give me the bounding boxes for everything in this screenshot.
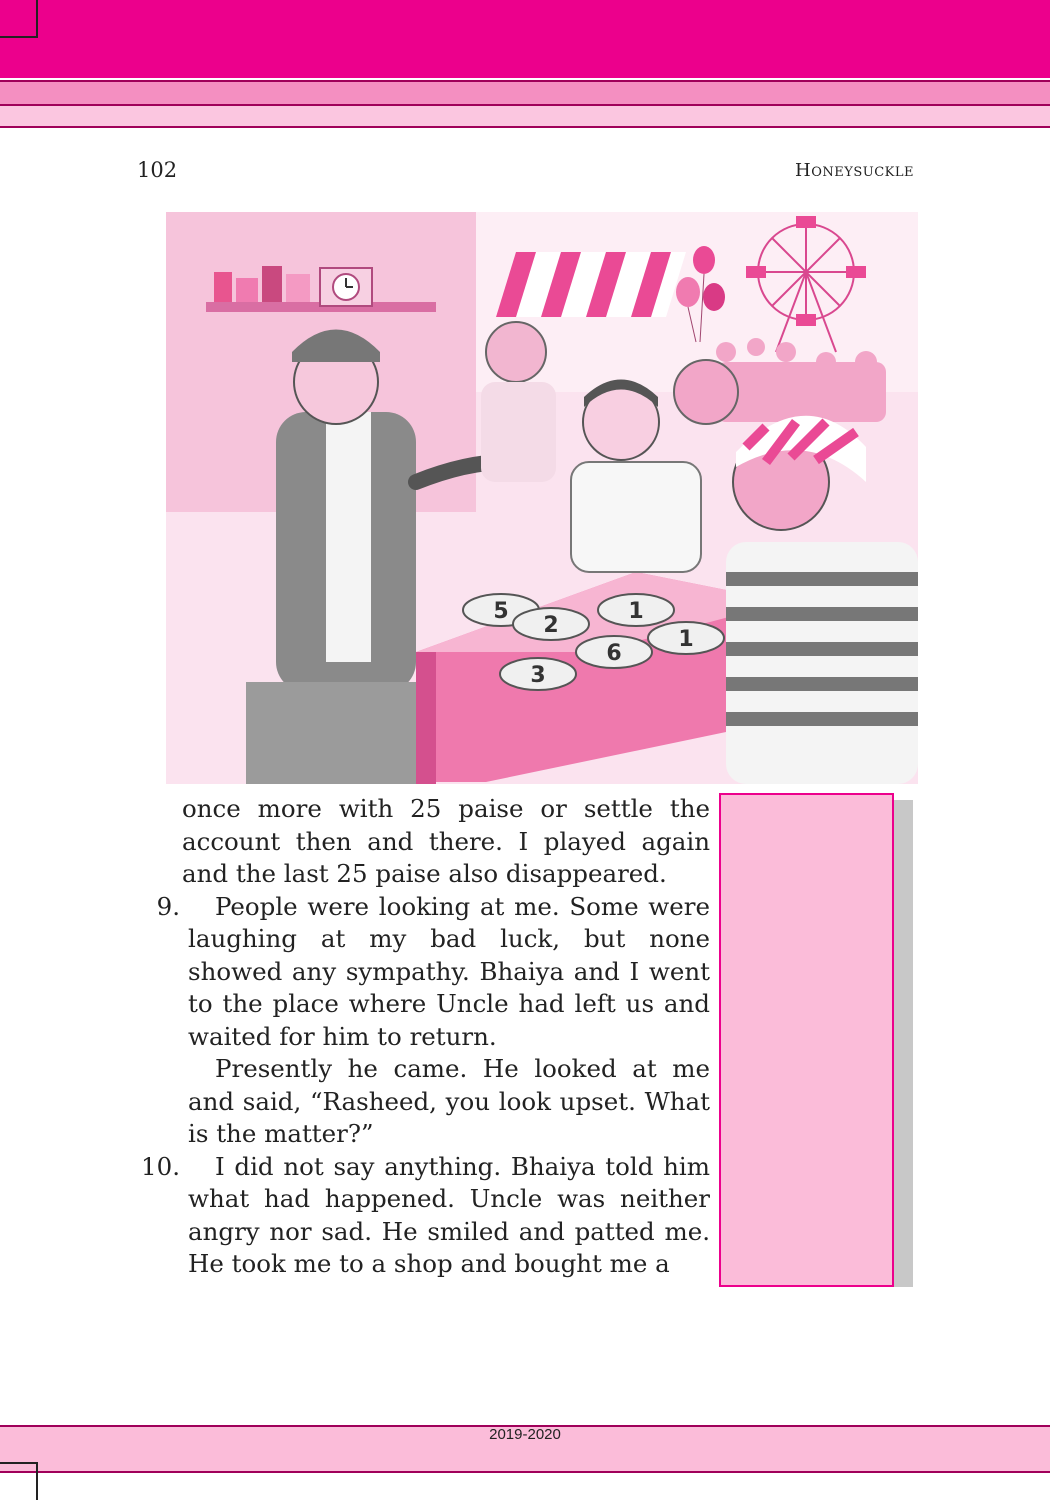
svg-text:1: 1 [678,627,694,652]
top-banner-stripe [0,80,1050,104]
paragraph-number: 9. [156,891,180,921]
top-banner-stripe-light [0,104,1050,128]
crop-mark [0,1462,38,1464]
paragraph-9-continued: Presently he came. He looked at me and said, “Rasheed, you look upset. What is the matter?” [188,1054,710,1148]
fair-stall-illustration [166,212,918,784]
crop-mark [0,36,38,38]
paragraph-10 [130,1151,710,1281]
margin-box [719,793,894,1287]
paragraph-number: 10. [141,1151,180,1181]
crop-mark [36,1462,38,1500]
continued-paragraph: once more with 25 paise or settle the account then and there. I played again and the last 25 paise also disappeared. [182,794,710,888]
svg-text:2: 2 [543,613,559,638]
page-number: 102 [137,158,178,182]
crop-mark [36,0,38,38]
svg-text:3: 3 [530,663,546,688]
paragraph-text: I did not say anything. Bhaiya told him what had happened. Uncle was neither angry nor sad. He smiled and patted me. He took me to a shop and bought me a [188,1151,710,1278]
body-text [130,793,710,1281]
svg-text:1: 1 [628,599,644,624]
svg-text:6: 6 [606,641,622,666]
paragraph-text: People were looking at me. Some were laughing at my bad luck, but none showed any sympathy. Bhaiya and I went to the place where Uncle had left us and waited for him to return. [188,891,710,1051]
book-title: Honeysuckle [795,160,914,181]
top-banner [0,0,1050,78]
footer-year: 2019-2020 [489,1426,561,1443]
svg-text:5: 5 [493,599,509,624]
striped-canopy [496,252,686,317]
paragraph-9 [130,891,710,1054]
